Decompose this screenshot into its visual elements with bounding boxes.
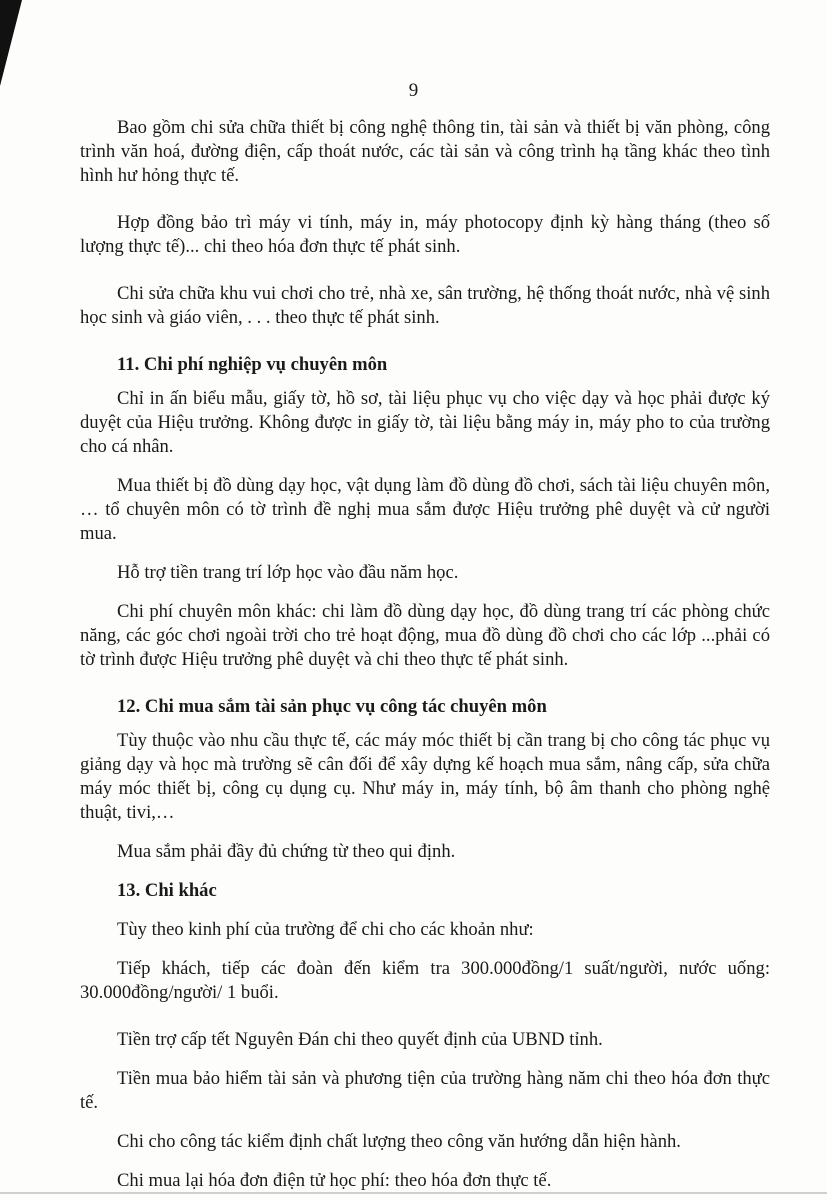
- paragraph-printing-forms: Chỉ in ấn biểu mẫu, giấy tờ, hồ sơ, tài liệu phục vụ cho việc dạy và học phải được ký duyệt của Hiệu trưởng. Không được in giấy tờ, tài liệu bằng máy in, máy pho to của trường cho cá nhân.: [80, 388, 770, 457]
- paragraph-other-professional-costs: Chi phí chuyên môn khác: chi làm đồ dùng dạy học, đồ dùng trang trí các phòng chức năng, các góc chơi ngoài trời cho trẻ hoạt động, mua đồ dùng đồ chơi cho các lớp ...phải có tờ trình được Hiệu trưởng phê duyệt và chi theo thực tế phát sinh.: [80, 601, 770, 670]
- paragraph-guest-reception: Tiếp khách, tiếp các đoàn đến kiểm tra 300.000đồng/1 suất/người, nước uống: 30.000đồng/người/ 1 buổi.: [80, 958, 770, 1003]
- section-heading-12: 12. Chi mua sắm tài sản phục vụ công tác chuyên môn: [117, 696, 547, 717]
- page-number: 9: [408, 80, 419, 101]
- paragraph-classroom-decoration: Hỗ trợ tiền trang trí lớp học vào đầu năm học.: [117, 562, 459, 583]
- section-heading-13: 13. Chi khác: [117, 880, 217, 901]
- section-heading-11: 11. Chi phí nghiệp vụ chuyên môn: [117, 354, 388, 375]
- paragraph-repair-playground: Chi sửa chữa khu vui chơi cho trẻ, nhà xe, sân trường, hệ thống thoát nước, nhà vệ sinh học sinh và giáo viên, . . . theo thực tế phát sinh.: [80, 283, 770, 328]
- paragraph-buy-teaching-equipment: Mua thiết bị đồ dùng dạy học, vật dụng làm đồ dùng đồ chơi, sách tài liệu chuyên môn, … tổ chuyên môn có tờ trình đề nghị mua sắm được Hiệu trưởng phê duyệt và cử người mua.: [80, 475, 770, 544]
- paragraph-asset-insurance: Tiền mua bảo hiểm tài sản và phương tiện của trường hàng năm chi theo hóa đơn thực tế.: [80, 1068, 770, 1113]
- paragraph-other-expenses-intro: Tùy theo kinh phí của trường để chi cho các khoản như:: [117, 919, 534, 940]
- document-body: [80, 116, 770, 1193]
- paragraph-asset-procurement-needs: Tùy thuộc vào nhu cầu thực tế, các máy móc thiết bị cần trang bị cho công tác phục vụ giảng dạy và học mà trường sẽ cân đối để xây dựng kế hoạch mua sắm, nâng cấp, sửa chữa máy móc thiết bị, công cụ dụng cụ. Như máy in, máy tính, bộ âm thanh cho phòng nghệ thuật, tivi,…: [80, 730, 770, 823]
- paragraph-repair-it-equipment: Bao gồm chi sửa chữa thiết bị công nghệ thông tin, tài sản và thiết bị văn phòng, công trình văn hoá, đường điện, cấp thoát nước, các tài sản và công trình hạ tầng khác theo tình hình hư hỏng thực tế.: [80, 117, 770, 186]
- paragraph-quality-accreditation: Chi cho công tác kiểm định chất lượng theo công văn hướng dẫn hiện hành.: [117, 1131, 681, 1152]
- paragraph-electronic-invoice: Chi mua lại hóa đơn điện tử học phí: theo hóa đơn thực tế.: [117, 1170, 552, 1191]
- scan-corner-shadow: [0, 0, 22, 86]
- paragraph-maintenance-contract: Hợp đồng bảo trì máy vi tính, máy in, máy photocopy định kỳ hàng tháng (theo số lượng thực tế)... chi theo hóa đơn thực tế phát sinh.: [80, 212, 770, 257]
- paragraph-tet-allowance: Tiền trợ cấp tết Nguyên Đán chi theo quyết định của UBND tỉnh.: [117, 1029, 603, 1050]
- paragraph-procurement-documents: Mua sắm phải đầy đủ chứng từ theo qui định.: [117, 841, 456, 862]
